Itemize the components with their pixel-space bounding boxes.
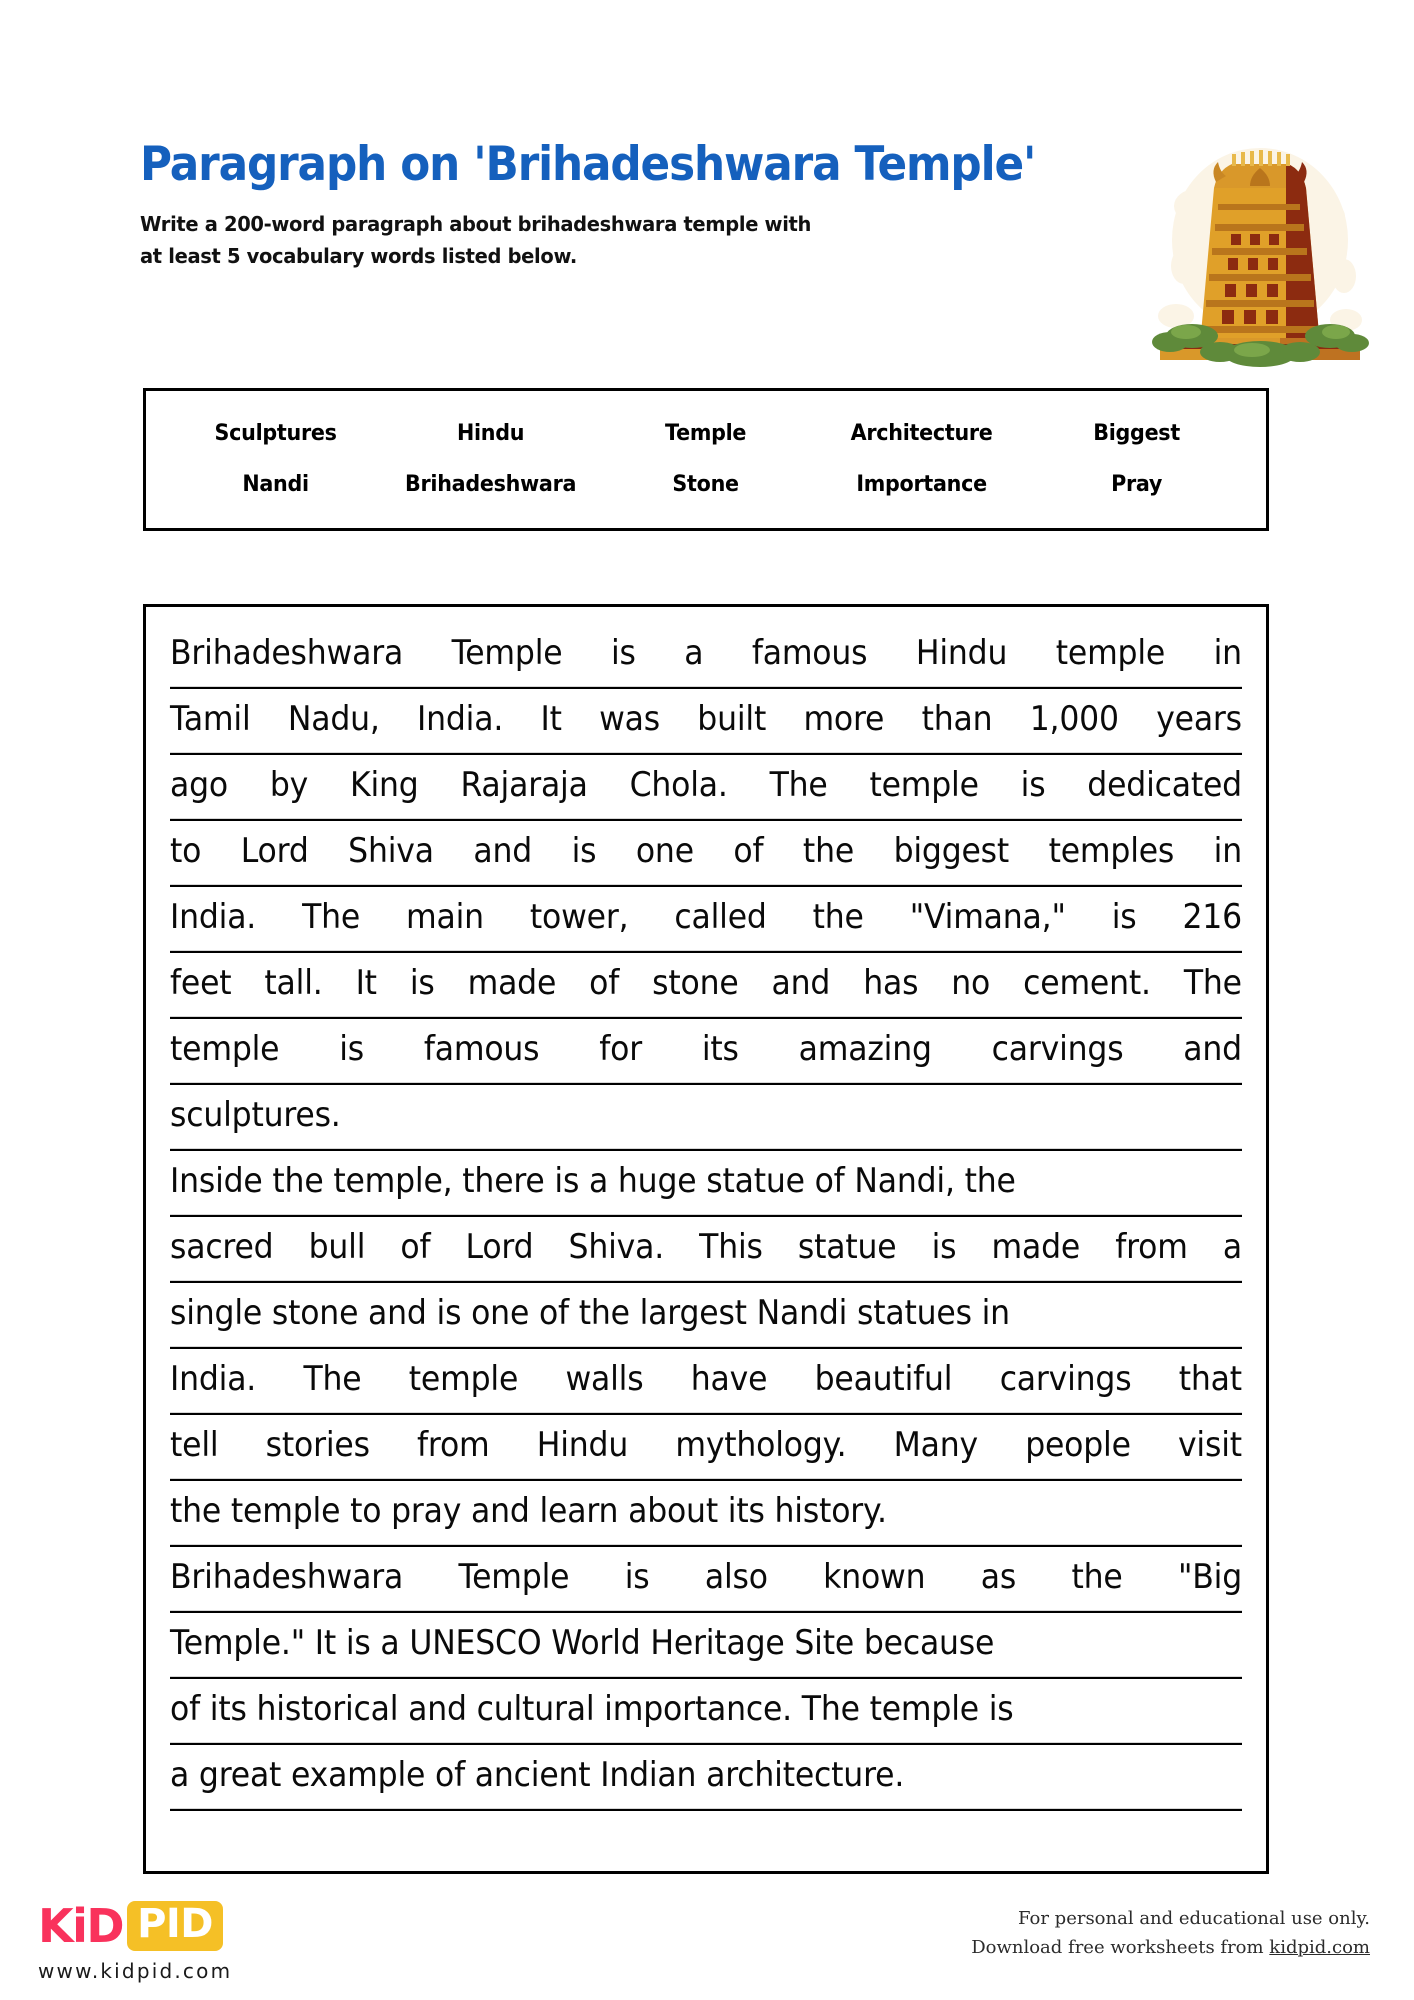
answer-word: more <box>803 699 885 739</box>
answer-line <box>170 750 1242 821</box>
answer-word: known <box>823 1557 926 1597</box>
answer-word: also <box>704 1557 768 1597</box>
answer-word: is <box>409 963 435 1003</box>
instructions-line-2: at least 5 vocabulary words listed below. <box>140 244 577 269</box>
answer-word: is <box>610 633 636 673</box>
vocabulary-word: Sculptures <box>214 420 337 446</box>
answer-word: bull <box>308 1227 366 1267</box>
answer-word: India. <box>417 699 504 739</box>
answer-word: temple <box>869 765 979 805</box>
answer-word: King <box>349 765 419 805</box>
answer-word: "Big <box>1177 1557 1242 1597</box>
answer-word: visit <box>1177 1425 1242 1465</box>
answer-line: of its historical and cultural importance. The temple is <box>170 1674 1242 1745</box>
answer-word: made <box>991 1227 1081 1267</box>
answer-word: from <box>1115 1227 1188 1267</box>
answer-word: main <box>406 897 484 937</box>
answer-word: Lord <box>465 1227 534 1267</box>
answer-line: sculptures. <box>170 1080 1242 1151</box>
vocabulary-word: Temple <box>665 420 747 446</box>
answer-word: called <box>674 897 767 937</box>
footer-usage-note <box>971 1904 1370 1962</box>
answer-word: to <box>170 831 202 871</box>
answer-word: and <box>473 831 533 871</box>
answer-line: the temple to pray and learn about its history. <box>170 1476 1242 1547</box>
answer-word: Hindu <box>915 633 1008 673</box>
worksheet-header <box>140 137 1270 273</box>
answer-line: a great example of ancient Indian architecture. <box>170 1740 1242 1811</box>
answer-word: of <box>400 1227 431 1267</box>
instructions-line-1: Write a 200-word paragraph about brihadeshwara temple with <box>140 212 812 237</box>
vocabulary-word: Pray <box>1110 471 1162 497</box>
answer-word: Brihadeshwara <box>170 1557 404 1597</box>
answer-word: Lord <box>240 831 309 871</box>
worksheet-instructions <box>140 209 1214 273</box>
answer-word: feet <box>170 963 232 1003</box>
answer-word: its <box>701 1029 739 1069</box>
answer-word: made <box>467 963 557 1003</box>
answer-word: is <box>339 1029 364 1069</box>
answer-word: Hindu <box>536 1425 629 1465</box>
answer-line <box>170 1542 1242 1613</box>
footer-note-line-1: For personal and educational use only. <box>1018 1908 1370 1929</box>
answer-line <box>170 1410 1242 1481</box>
answer-word: cement. <box>1023 963 1151 1003</box>
answer-word: people <box>1025 1425 1131 1465</box>
answer-line <box>170 1014 1242 1085</box>
answer-word: famous <box>751 633 868 673</box>
answer-word: This <box>699 1227 763 1267</box>
answer-word: is <box>624 1557 650 1597</box>
answer-word: It <box>540 699 562 739</box>
answer-word: stone <box>652 963 739 1003</box>
answer-word: biggest <box>893 831 1010 871</box>
answer-word: have <box>690 1359 768 1399</box>
answer-word: walls <box>565 1359 644 1399</box>
footer-note-prefix: Download free worksheets from <box>971 1937 1270 1959</box>
answer-word: temple <box>170 1029 280 1069</box>
kidpid-logo <box>38 1900 368 1983</box>
vocabulary-row-2 <box>168 472 1244 497</box>
answer-word: Brihadeshwara <box>170 633 404 673</box>
answer-word: dedicated <box>1087 765 1242 805</box>
answer-word: 1,000 <box>1029 699 1119 739</box>
answer-word: statue <box>797 1227 897 1267</box>
answer-word: amazing <box>798 1029 932 1069</box>
answer-word: in <box>1213 831 1242 871</box>
answer-word: a <box>684 633 704 673</box>
answer-word: India. <box>170 897 257 937</box>
answer-word: 216 <box>1182 897 1242 937</box>
answer-line <box>170 618 1242 689</box>
answer-word: India. <box>170 1359 257 1399</box>
answer-word: Tamil <box>170 699 251 739</box>
answer-word: than <box>921 699 993 739</box>
answer-word: The <box>303 1359 362 1399</box>
answer-word: Rajaraja <box>460 765 588 805</box>
answer-word: It <box>355 963 377 1003</box>
answer-word: as <box>980 1557 1017 1597</box>
answer-word: The <box>1183 963 1242 1003</box>
answer-word: has <box>863 963 919 1003</box>
vocabulary-word: Biggest <box>1093 420 1180 446</box>
answer-word: a <box>1222 1227 1242 1267</box>
answer-word: that <box>1178 1359 1242 1399</box>
answer-word: is <box>1020 765 1046 805</box>
answer-word: Temple <box>451 633 563 673</box>
answer-word: carvings <box>991 1029 1124 1069</box>
answer-word: from <box>417 1425 490 1465</box>
answer-word: years <box>1156 699 1242 739</box>
answer-word: sacred <box>170 1227 274 1267</box>
vocabulary-word: Stone <box>672 471 740 497</box>
logo-pid-text: PID <box>127 1901 223 1950</box>
answer-word: temple <box>1055 633 1166 673</box>
answer-word: mythology. <box>675 1425 847 1465</box>
vocabulary-word: Brihadeshwara <box>405 471 577 497</box>
answer-word: the <box>812 897 864 937</box>
answer-word: built <box>697 699 767 739</box>
answer-word: tall. <box>264 963 323 1003</box>
answer-line <box>170 816 1242 887</box>
vocabulary-row-1 <box>168 421 1244 446</box>
answer-word: is <box>1111 897 1137 937</box>
logo-wordmark <box>38 1900 368 1952</box>
answer-word: of <box>733 831 764 871</box>
answer-word: the <box>1071 1557 1123 1597</box>
answer-word: was <box>599 699 660 739</box>
answer-word: tell <box>170 1425 219 1465</box>
answer-line <box>170 684 1242 755</box>
answer-word: by <box>269 765 309 805</box>
answer-line <box>170 1212 1242 1283</box>
logo-kid-text: KiD <box>38 1899 124 1953</box>
answer-word: The <box>302 897 361 937</box>
answer-word: Shiva <box>348 831 434 871</box>
answer-word: Temple <box>458 1557 570 1597</box>
kidpid-link[interactable]: kidpid.com <box>1269 1937 1370 1959</box>
answer-word: ago <box>170 765 228 805</box>
answer-word: is <box>571 831 597 871</box>
answer-line <box>170 882 1242 953</box>
answer-word: no <box>951 963 991 1003</box>
answer-word: is <box>931 1227 957 1267</box>
answer-word: temples <box>1048 831 1175 871</box>
answer-line: Inside the temple, there is a huge statue of Nandi, the <box>170 1146 1242 1217</box>
temple-illustration <box>1140 130 1380 370</box>
answer-line: single stone and is one of the largest Nandi statues in <box>170 1278 1242 1349</box>
vocabulary-word: Importance <box>855 471 987 497</box>
vocabulary-word: Architecture <box>850 420 993 446</box>
logo-website-url: www.kidpid.com <box>38 1959 233 1983</box>
answer-word: famous <box>423 1029 540 1069</box>
answer-line: Temple." It is a UNESCO World Heritage Site because <box>170 1608 1242 1679</box>
answer-line <box>170 948 1242 1019</box>
answer-word: carvings <box>999 1359 1132 1399</box>
answer-word: and <box>1183 1029 1242 1069</box>
answer-word: The <box>769 765 828 805</box>
answer-word: of <box>589 963 620 1003</box>
answer-word: beautiful <box>814 1359 953 1399</box>
page-title: Paragraph on 'Brihadeshwara Temple' <box>140 137 1036 192</box>
answer-word: temple <box>408 1359 519 1399</box>
answer-word: tower, <box>529 897 629 937</box>
answer-word: and <box>771 963 831 1003</box>
answer-word: "Vimana," <box>909 897 1066 937</box>
answer-word: Chola. <box>629 765 728 805</box>
answer-line <box>170 1344 1242 1415</box>
answer-word: Nadu, <box>287 699 380 739</box>
answer-word: Shiva. <box>568 1227 665 1267</box>
answer-text <box>170 623 1242 1811</box>
vocabulary-word: Nandi <box>242 471 309 497</box>
answer-word: the <box>802 831 855 871</box>
answer-word: one <box>635 831 694 871</box>
vocabulary-box <box>143 388 1269 531</box>
answer-writing-area[interactable] <box>143 604 1269 1874</box>
answer-word: in <box>1213 633 1242 673</box>
vocabulary-word: Hindu <box>457 420 525 446</box>
answer-word: stories <box>265 1425 370 1465</box>
answer-word: Many <box>893 1425 978 1465</box>
answer-word: for <box>599 1029 642 1069</box>
footer-note-line-2 <box>971 1933 1370 1962</box>
